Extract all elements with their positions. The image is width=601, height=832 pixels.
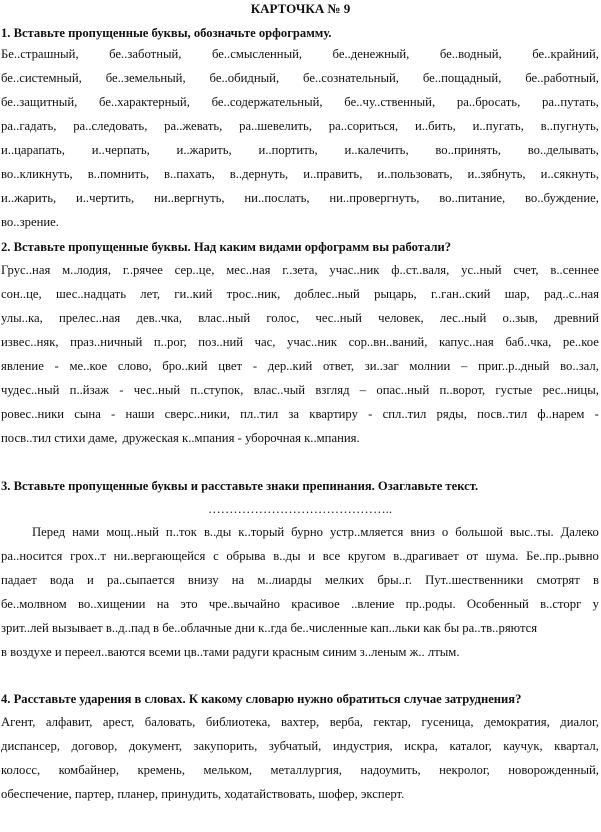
word: верба,	[329, 715, 363, 729]
word: -	[119, 383, 124, 397]
word: п..рог,	[153, 335, 187, 349]
word: шар,	[504, 287, 530, 301]
word: во..делывать,	[527, 143, 599, 157]
word: бе..крайний,	[532, 47, 599, 61]
word: ни..вергнуть,	[153, 191, 225, 205]
word: в..сеннее	[550, 263, 599, 277]
word: –	[461, 359, 468, 373]
word: внизу	[187, 573, 219, 587]
task-1-line	[1, 190, 599, 206]
word: Агент,	[1, 715, 36, 729]
word: ра..бросать,	[456, 95, 521, 109]
word: п..ворот,	[439, 383, 486, 397]
word: -	[54, 359, 59, 373]
word: зрит..лей вызывает в..д..пад в бе..облачные дни к..гда бе..численные кап..льки как бы ра..тв..ряются	[1, 621, 538, 635]
word: ме..кое	[69, 359, 108, 373]
word: учас..ник	[286, 335, 338, 349]
task-2-line	[1, 430, 599, 446]
task-1-line	[1, 142, 599, 158]
word: ра..путать,	[542, 95, 599, 109]
task-4-line	[1, 714, 599, 730]
word: учас..ник	[329, 263, 380, 277]
task-3-line	[1, 524, 599, 540]
word: демократия,	[484, 715, 550, 729]
word: нами	[72, 525, 100, 539]
word: во..зрение.	[1, 215, 59, 229]
task-1-line	[1, 118, 599, 134]
word: во..буждение,	[524, 191, 599, 205]
word: и..портить,	[258, 143, 318, 157]
word: -	[368, 407, 373, 421]
word: ответ,	[322, 359, 355, 373]
word: в..пахать,	[164, 167, 215, 181]
task-2-heading: 2. Вставьте пропущенные буквы. Над каким видами орфограмм вы работали?	[1, 240, 452, 254]
word: слово,	[117, 359, 152, 373]
word: документ,	[128, 739, 182, 753]
word: мелких	[324, 573, 365, 587]
word: м..лиарды	[257, 573, 312, 587]
task-3-line	[1, 548, 599, 564]
word: приг..р..дный	[478, 359, 550, 373]
word: алфавит,	[45, 715, 93, 729]
word: бе..чу..ственный,	[344, 95, 436, 109]
word: закупорить,	[193, 739, 258, 753]
word: -	[252, 359, 258, 373]
word: устр..мляется	[329, 525, 404, 539]
word: мес..ная	[226, 263, 271, 277]
word: улы..ка,	[1, 311, 43, 325]
word: капус..ная	[438, 335, 494, 349]
word: посв..тил стихи даме,	[1, 431, 118, 445]
word: за	[288, 407, 300, 421]
word: металлургия,	[270, 763, 342, 777]
word: счет,	[513, 263, 539, 277]
word: ни..вергающейся	[113, 549, 206, 563]
word: колосс,	[1, 763, 41, 777]
word: индустрия,	[332, 739, 393, 753]
word: бе..сознательный,	[303, 71, 399, 85]
word: и..сякнуть,	[540, 167, 599, 181]
task-3-line	[1, 620, 599, 636]
word: бе..работный,	[525, 71, 599, 85]
task-4-line	[1, 738, 599, 754]
task-3-heading: 3. Вставьте пропущенные буквы и расставьте знаки препинания. Озаглавьте текст.	[1, 479, 479, 493]
task-2-line	[1, 358, 599, 374]
word: комбайнер,	[58, 763, 120, 777]
word: и..править,	[303, 167, 363, 181]
word: смотрят	[536, 573, 580, 587]
word: ряды,	[436, 407, 467, 421]
word: ни..послать,	[244, 191, 310, 205]
word: бро..кий	[162, 359, 208, 373]
word: Пут..шественники	[425, 573, 524, 587]
word: во..зал,	[560, 359, 599, 373]
word: наши	[125, 407, 155, 421]
task-4-line	[1, 762, 599, 778]
word: бе..денежный,	[332, 47, 410, 61]
task-1-line	[1, 70, 599, 86]
word: чудес..ный	[1, 383, 60, 397]
word: ра..сориться,	[328, 119, 399, 133]
word: и..жарить,	[1, 191, 57, 205]
word: о..зыв,	[502, 311, 538, 325]
task-2-line	[1, 262, 599, 278]
word: в..ды	[203, 525, 232, 539]
word: бры..г.	[377, 573, 412, 587]
word: влас..чый	[253, 383, 306, 397]
task-2-line	[1, 310, 599, 326]
word: все	[322, 549, 341, 563]
word: зубчатый,	[268, 739, 322, 753]
word: во..питание,	[439, 191, 506, 205]
word: в..ды	[273, 549, 301, 563]
word: -	[111, 407, 116, 421]
word: обрыва	[226, 549, 266, 563]
word: бе..системный,	[1, 71, 82, 85]
word: ре..кое	[562, 335, 599, 349]
word: поз..ний	[198, 335, 244, 349]
word: ра..следовать,	[73, 119, 148, 133]
word: падает	[1, 573, 37, 587]
word: большой	[455, 525, 503, 539]
word: г..зета,	[282, 263, 318, 277]
task-3-line	[1, 572, 599, 588]
word: бе..заботный,	[109, 47, 182, 61]
word: шума.	[485, 549, 519, 563]
word: некролог,	[439, 763, 490, 777]
word: и..зябнуть,	[467, 167, 526, 181]
word: и..калечить,	[344, 143, 409, 157]
word: Перед	[32, 525, 66, 539]
word: ф..нарем	[537, 407, 585, 421]
word: п..ступок,	[190, 383, 244, 397]
word: явление	[1, 359, 44, 373]
word: и	[308, 549, 316, 563]
word: доблес..ный	[294, 287, 360, 301]
word: ги..кий	[174, 287, 213, 301]
word: м..лодия,	[62, 263, 112, 277]
word: зи..заг	[364, 359, 399, 373]
word: кремень,	[137, 763, 186, 777]
word: гектар,	[373, 715, 411, 729]
word: кругом	[347, 549, 386, 563]
word: Бе..страшный,	[1, 47, 79, 61]
title-placeholder-dots: ……………………………………..	[208, 502, 392, 516]
word: бе..смысленный,	[211, 47, 303, 61]
word: искра,	[404, 739, 438, 753]
task-3-line	[1, 596, 599, 612]
word: во..принять,	[435, 143, 502, 157]
word: к..торый	[238, 525, 285, 539]
word: бурно	[291, 525, 323, 539]
word: бе..содержательный,	[211, 95, 323, 109]
card-title: КАРТОЧКА № 9	[250, 1, 351, 16]
word: ра..жевать,	[164, 119, 223, 133]
word: каталог,	[449, 739, 492, 753]
word: ни..провергнуть,	[329, 191, 420, 205]
task-4-line	[1, 786, 599, 802]
word: и..жарить,	[176, 143, 232, 157]
word: праз..ничный	[70, 335, 143, 349]
word: голос,	[266, 311, 300, 325]
word: рад..с..ная	[543, 287, 599, 301]
word: –	[359, 383, 367, 397]
word: ра..носится	[1, 549, 63, 563]
word: бе..земельный,	[105, 71, 186, 85]
word: баловать,	[144, 715, 196, 729]
word: сына	[74, 407, 101, 421]
task-2-line	[1, 334, 599, 350]
word: мощ..ный	[106, 525, 159, 539]
word: г..рячее	[122, 263, 163, 277]
word: о	[441, 525, 449, 539]
word: густые	[495, 383, 533, 397]
word: и..черпать,	[91, 143, 150, 157]
word: с	[213, 549, 219, 563]
word: Далеко	[560, 525, 599, 539]
word: и..чертить,	[75, 191, 135, 205]
word: каучук,	[503, 739, 543, 753]
word: Бе..пр..рывно	[526, 549, 599, 563]
task-1-line	[1, 214, 599, 230]
word: библиотека,	[205, 715, 271, 729]
task-2-line	[1, 406, 599, 422]
word: прелес..ная	[58, 311, 121, 325]
word: спл..тил	[382, 407, 427, 421]
word: на	[156, 597, 170, 611]
word: ф..ст..валя,	[391, 263, 450, 277]
word: ра..шевелить,	[239, 119, 312, 133]
word: молнии	[409, 359, 451, 373]
word: час,	[254, 335, 276, 349]
word: дружеская к..мпания - уборочная к..мпания.	[122, 431, 360, 445]
word: выс..ты.	[509, 525, 554, 539]
word: Особенный	[466, 597, 529, 611]
word: п..йзаж	[69, 383, 110, 397]
word: и..царапать,	[1, 143, 65, 157]
word: на	[231, 573, 245, 587]
task-1-line	[1, 166, 599, 182]
word: -	[594, 407, 599, 421]
word: новорожденный,	[508, 763, 599, 777]
word: в	[593, 573, 599, 587]
word: надоумить,	[360, 763, 421, 777]
word: красивое	[291, 597, 340, 611]
word: в..дернуть,	[229, 167, 289, 181]
word: бе..пощадный,	[422, 71, 502, 85]
word: и..пользовать,	[377, 167, 453, 181]
word: опас..ный	[376, 383, 430, 397]
word: ..вление	[351, 597, 395, 611]
word: в..сторг	[540, 597, 582, 611]
task-3-line	[1, 644, 599, 660]
word: рыцарь,	[374, 287, 417, 301]
word: ус..ный	[461, 263, 502, 277]
word: и..бить,	[414, 119, 456, 133]
word: Грус..ная	[1, 263, 51, 277]
word: бе..характерный,	[99, 95, 190, 109]
word: ровес..ники	[1, 407, 65, 421]
task-1-heading: 1. Вставьте пропущенные буквы, обозначьте орфограмму.	[1, 26, 332, 40]
word: вахтер,	[281, 715, 320, 729]
word: чес..ный	[133, 383, 181, 397]
word: влас..ный	[198, 311, 251, 325]
word: дер..кий	[267, 359, 313, 373]
word: диспансер,	[1, 739, 61, 753]
word: бе..защитный,	[1, 95, 78, 109]
word: от	[466, 549, 479, 563]
word: обеспечение, партер, планер, принудить, ходатайствовать, шофер, эксперт.	[1, 787, 405, 801]
word: это	[180, 597, 198, 611]
word: бе..водный,	[439, 47, 502, 61]
word: гусеница,	[421, 715, 474, 729]
word: квартиру	[309, 407, 358, 421]
word: сер..це,	[174, 263, 215, 277]
task-1-line	[1, 94, 599, 110]
word: мельком,	[203, 763, 253, 777]
word: в..драгивает	[393, 549, 459, 563]
task-2-line	[1, 382, 599, 398]
word: квартал,	[554, 739, 599, 753]
word: ра..сыпается	[107, 573, 175, 587]
word: человек,	[378, 311, 424, 325]
word: во..хищении	[77, 597, 146, 611]
word: пл..тил	[240, 407, 279, 421]
word: г..ган..ский	[431, 287, 491, 301]
word: грох..т	[70, 549, 106, 563]
task-4-heading: 4. Расставьте ударения в словах. К какому словарю нужно обратиться случае затруднения?	[1, 692, 522, 706]
word: рес..ницы,	[542, 383, 599, 397]
word: в..пугнуть,	[540, 119, 599, 133]
word: договор,	[71, 739, 118, 753]
word: у	[592, 597, 599, 611]
word: сверс..ники,	[164, 407, 230, 421]
word: в воздухе и переел..ваются всеми цв..тами радуги красным синим з..леным ж.. лтым.	[1, 645, 460, 659]
word: чес..ный	[315, 311, 362, 325]
word: сор..вн..ваний,	[348, 335, 428, 349]
word: дев..чка,	[136, 311, 183, 325]
word: трос..ник,	[226, 287, 281, 301]
word: древний	[554, 311, 599, 325]
word: пр..роды.	[405, 597, 456, 611]
word: бе..обидный,	[209, 71, 280, 85]
word: извес..няк,	[1, 335, 59, 349]
word: чре..вычайно	[208, 597, 280, 611]
word: и..пугать,	[472, 119, 524, 133]
word: бе..молвном	[1, 597, 67, 611]
word: посв..тил	[477, 407, 528, 421]
word: п..ток	[165, 525, 197, 539]
word: сон..це,	[1, 287, 42, 301]
word: и	[87, 573, 94, 587]
word: вниз	[410, 525, 435, 539]
word: арест,	[102, 715, 135, 729]
word: диалог,	[560, 715, 599, 729]
word: в..помнить,	[87, 167, 150, 181]
word: во..кликнуть,	[1, 167, 73, 181]
task-1-line	[1, 46, 599, 62]
word: лес..ный	[439, 311, 487, 325]
word: ра..гадать,	[1, 119, 57, 133]
word: вода	[49, 573, 74, 587]
word: цвет	[218, 359, 243, 373]
word: взгляд	[315, 383, 350, 397]
word: лет,	[140, 287, 160, 301]
task-2-line	[1, 286, 599, 302]
word: баб..чка,	[505, 335, 552, 349]
word: шес..надцать	[55, 287, 126, 301]
